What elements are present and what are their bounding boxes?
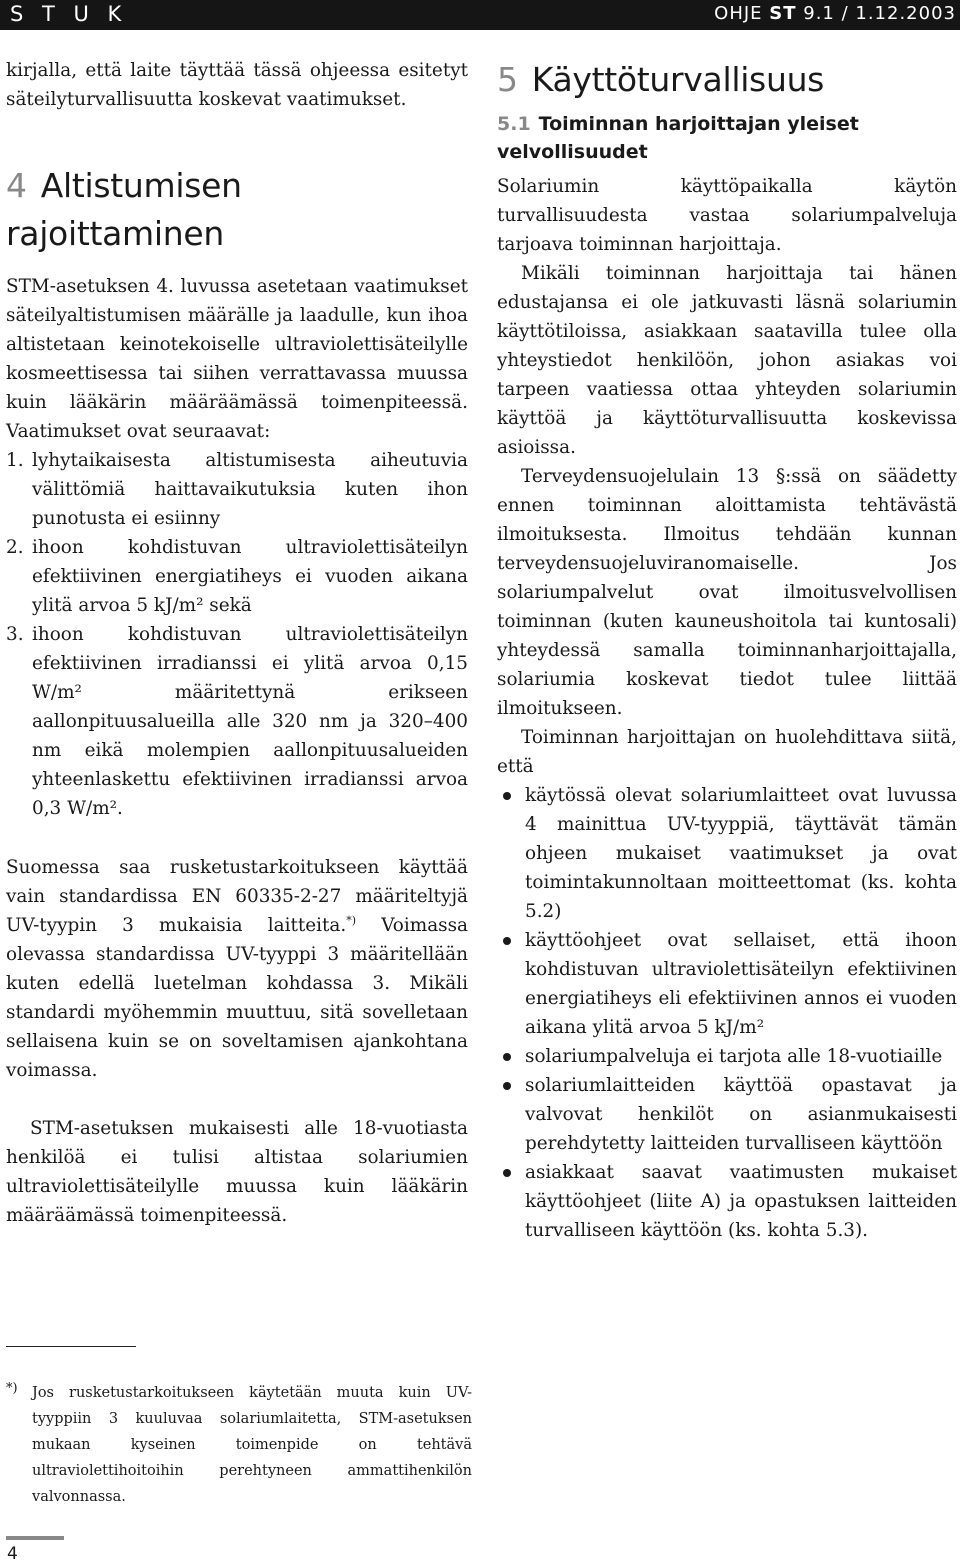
finland-paragraph bbox=[6, 853, 468, 1085]
item-number: 1. bbox=[6, 450, 24, 471]
left-column bbox=[6, 56, 468, 1230]
right-column bbox=[497, 56, 957, 1245]
item-text: lyhytaikaisesta altistumisesta aiheutuvia välittömiä haittavaikutuksia kuten ihon punotusta ei esiinny bbox=[32, 450, 468, 529]
list-item bbox=[6, 620, 468, 823]
subsection-5-1-heading bbox=[497, 110, 957, 166]
section-number: 5 bbox=[497, 60, 518, 99]
item-text: ihoon kohdistuvan ultraviolettisäteilyn efektiivinen irradianssi ei ylitä arvoa 0,15 W/m² määritettynä erikseen aallonpituusalueilla alle 320 nm ja 320–400 nm eikä molempien aallonpituusalueiden yhteenlaskettu efektiivinen irradianssi arvoa 0,3 W/m². bbox=[32, 624, 468, 819]
section-5-heading bbox=[497, 56, 957, 104]
doc-prefix: OHJE bbox=[714, 3, 770, 24]
list-item: solariumlaitteiden käyttöä opastavat ja valvovat henkilöt on asianmukaisesti perehdytetty laitteiden turvalliseen käyttöön bbox=[497, 1071, 957, 1158]
document-reference bbox=[714, 3, 956, 24]
section-title: Käyttöturvallisuus bbox=[531, 60, 825, 99]
doc-code: ST bbox=[769, 3, 797, 24]
list-item: asiakkaat saavat vaatimusten mukaiset käyttöohjeet (liite A) ja opastuksen laitteiden turvalliseen käyttöön (ks. kohta 5.3). bbox=[497, 1158, 957, 1245]
age-limit-paragraph: STM-asetuksen mukaisesti alle 18-vuotiasta henkilöä ei tulisi altistaa solariumien ultraviolettisäteilylle muussa kuin lääkärin määräämässä toimenpiteessä. bbox=[6, 1118, 468, 1226]
section-title: Altistumisen rajoittaminen bbox=[6, 166, 242, 253]
page-header bbox=[0, 0, 960, 30]
stm-paragraph: STM-asetuksen 4. luvussa asetetaan vaatimukset säteilyaltistumisen määrälle ja laadulle, kun ihoa altistetaan keinotekoiselle ultraviolettisäteilylle kosmeettisessa tai siihen verrattavassa muussa kuin lääkärin määräämässä toimenpiteessä. Vaatimukset ovat seuraavat: bbox=[6, 276, 468, 442]
obligations-intro: Toiminnan harjoittajan on huolehdittava siitä, että bbox=[497, 727, 957, 777]
page-number-bar bbox=[6, 1536, 64, 1540]
section-4-heading bbox=[6, 162, 468, 258]
contact-paragraph: Mikäli toiminnan harjoittaja tai hänen edustajansa ei ole jatkuvasti läsnä solariumin käyttötiloissa, asiakkaan saatavilla tulee olla yhteystiedot henkilöön, johon asiakas voi tarpeen vaatiessa ottaa yhteyden solariumin käyttöä ja käyttöturvallisuutta koskevissa asioissa. bbox=[497, 263, 957, 458]
subsection-number: 5.1 bbox=[497, 113, 531, 135]
intro-paragraph: kirjalla, että laite täyttää tässä ohjeessa esitetyt säteilyturvallisuutta koskevat vaatimukset. bbox=[6, 60, 468, 110]
finland-text-end: Voimassa olevassa standardissa UV-tyyppi 3 määritellään kuten edellä luetelman kohdassa 3. Mikäli standardi myöhemmin muuttuu, sitä sovelletaan sellaisena kuin se on soveltamisen ajankohtana voimassa. bbox=[6, 915, 468, 1081]
list-item: solariumpalveluja ei tarjota alle 18-vuotiaille bbox=[497, 1042, 957, 1071]
footnote-reference: *) bbox=[346, 913, 357, 927]
list-item: käytössä olevat solariumlaitteet ovat luvussa 4 mainittua UV-tyyppiä, täyttävät tämän ohjeen mukaiset vaatimukset ja ovat toimintakunnoltaan moitteettomat (ks. kohta 5.2) bbox=[497, 781, 957, 926]
footnote-text: Jos rusketustarkoitukseen käytetään muuta kuin UV-tyyppiin 3 kuuluvaa solariumlaitetta, STM-asetuksen mukaan kyseinen toimenpide on tehtävä ultraviolettihoitoihin perehtyneen ammattihenkilön valvonnassa. bbox=[32, 1385, 472, 1505]
footnote bbox=[6, 1380, 472, 1510]
brand-name: S T U K bbox=[10, 2, 128, 26]
list-item: käyttöohjeet ovat sellaiset, että ihoon kohdistuvan ultraviolettisäteilyn efektiivinen energiatiheys eli efektiivinen annos ei vuoden aikana ylitä arvoa 5 kJ/m² bbox=[497, 926, 957, 1042]
section-number: 4 bbox=[6, 166, 27, 205]
list-item bbox=[6, 446, 468, 533]
responsibility-paragraph: Solariumin käyttöpaikalla käytön turvallisuudesta vastaa solariumpalveluja tarjoava toiminnan harjoittaja. bbox=[497, 176, 957, 255]
list-item bbox=[6, 533, 468, 620]
finland-text-start: Suomessa saa rusketustarkoitukseen käyttää vain standardissa EN 60335-2-27 määriteltyjä UV-tyypin 3 mukaisia laitteita. bbox=[6, 857, 468, 936]
page-number: 4 bbox=[7, 1544, 18, 1564]
notification-paragraph: Terveydensuojelulain 13 §:ssä on säädetty ennen toiminnan aloittamista tehtävästä ilmoituksesta. Ilmoitus tehdään kunnan terveydensuojeluviranomaiselle. Jos solariumpalvelut ovat ilmoitusvelvollisen toiminnan (kuten kauneushoitola tai kuntosali) yhteydessä samalla toiminnanharjoittajalla, solariumia koskevat tiedot tulee liittää ilmoitukseen. bbox=[497, 466, 957, 719]
item-text: ihoon kohdistuvan ultraviolettisäteilyn efektiivinen energiatiheys ei vuoden aikana ylitä arvoa 5 kJ/m² sekä bbox=[32, 537, 468, 616]
item-number: 3. bbox=[6, 624, 24, 645]
subsection-title: Toiminnan harjoittajan yleiset velvollisuudet bbox=[497, 113, 859, 163]
footnote-divider bbox=[6, 1346, 136, 1347]
doc-version-date: 9.1 / 1.12.2003 bbox=[796, 3, 956, 24]
requirements-list bbox=[6, 446, 468, 823]
obligations-list bbox=[497, 781, 957, 1245]
item-number: 2. bbox=[6, 537, 24, 558]
footnote-mark: *) bbox=[6, 1381, 18, 1396]
